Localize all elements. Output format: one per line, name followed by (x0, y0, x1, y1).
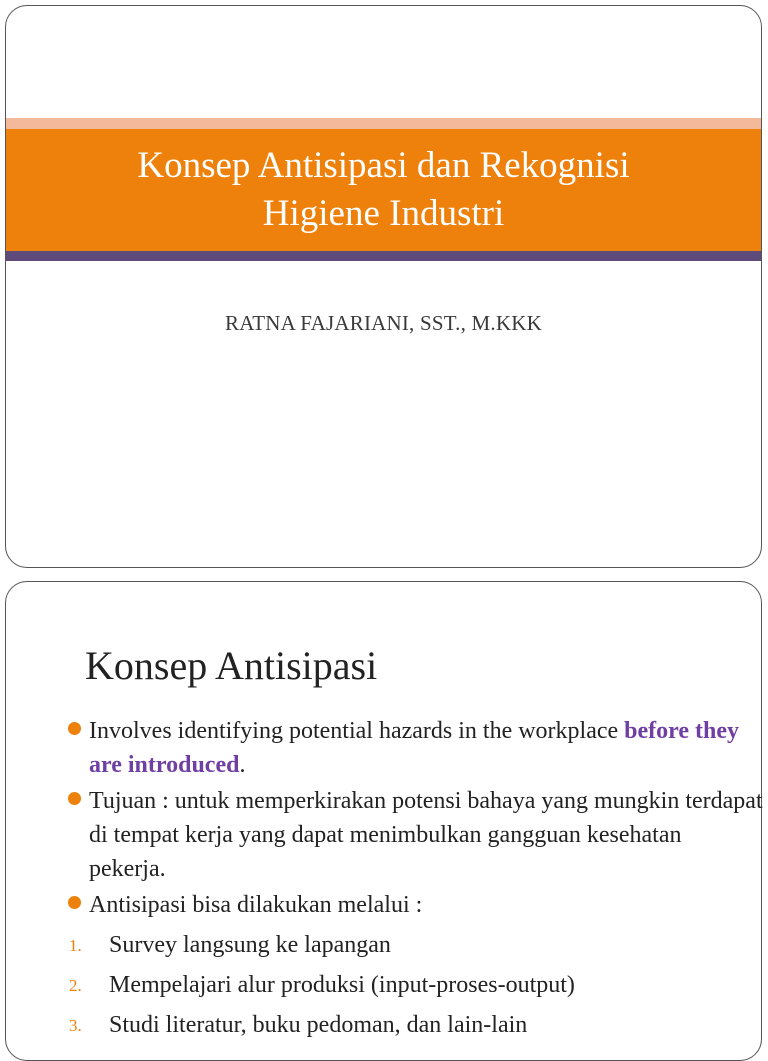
title-band (6, 129, 761, 251)
slide-title-line-1: Konsep Antisipasi dan Rekognisi (137, 145, 630, 186)
item-text: Mempelajari alur produksi (input-proses-output) (109, 972, 575, 998)
numbered-item (6, 1008, 763, 1042)
content-slide (5, 581, 762, 1061)
bullet-dot-icon (68, 792, 81, 805)
title-slide (5, 5, 762, 568)
item-number: 3. (69, 1016, 82, 1035)
title-band-bottom-stripe (6, 251, 761, 261)
numbered-item (6, 928, 763, 962)
numbered-item (6, 968, 763, 1002)
item-text: Survey langsung ke lapangan (109, 932, 391, 958)
bullet-list (6, 714, 763, 1042)
item-number: 1. (69, 936, 82, 955)
content-slide-title: Konsep Antisipasi (85, 643, 378, 688)
bullet-item (6, 714, 763, 782)
bullet-text: Tujuan : untuk memperkirakan potensi bahaya yang mungkin terdapat di tempat kerja yang dapat menimbulkan gangguan kesehatan pekerja. (89, 788, 763, 882)
item-number: 2. (69, 976, 82, 995)
bullet-text: Involves identifying potential hazards in the workplace (89, 718, 625, 744)
bullet-dot-icon (68, 722, 81, 735)
bullet-emphasis: before they are introduced (89, 718, 740, 778)
item-text: Studi literatur, buku pedoman, dan lain-lain (109, 1012, 528, 1038)
bullet-text-end: . (239, 752, 246, 778)
bullet-item (6, 784, 763, 886)
slide-title-line-2: Higiene Industri (262, 193, 505, 234)
bullet-dot-icon (68, 896, 81, 909)
bullet-text: Antisipasi bisa dilakukan melalui : (89, 892, 423, 918)
author-name: RATNA FAJARIANI, SST., M.KKK (225, 311, 542, 335)
bullet-item (6, 888, 763, 922)
